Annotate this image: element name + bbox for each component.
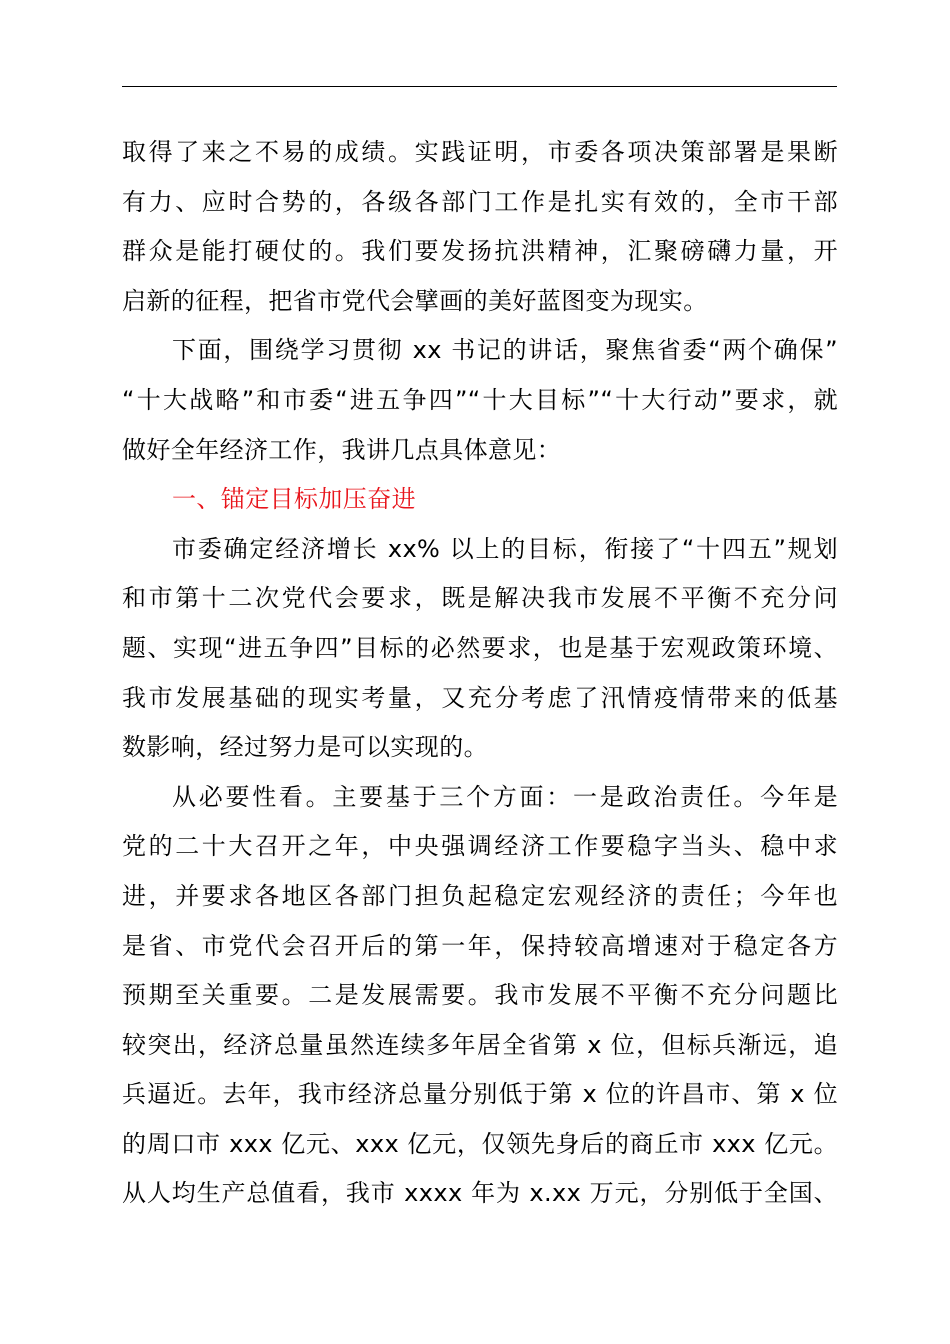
section-heading	[122, 475, 838, 525]
body-paragraph	[122, 773, 838, 1219]
text-line: 较突出，经济总量虽然连续多年居全省第 x 位，但标兵渐远，追	[122, 1030, 838, 1059]
text-line: 我市发展基础的现实考量，又充分考虑了汛情疫情带来的低基	[122, 683, 838, 712]
text-line: 题、实现“进五争四”目标的必然要求，也是基于宏观政策环境、	[122, 633, 838, 662]
text-line: 取得了来之不易的成绩。实践证明，市委各项决策部署是果断	[122, 138, 838, 166]
header-rule	[122, 86, 837, 87]
text-line: 有力、应时合势的，各级各部门工作是扎实有效的，全市干部	[122, 187, 838, 216]
body-paragraph	[122, 128, 838, 326]
document-body	[122, 128, 838, 1219]
text-line: 群众是能打硬仗的。我们要发扬抗洪精神，汇聚磅礴力量，开	[122, 237, 838, 266]
text-line: “十大战略”和市委“进五争四”“十大目标”“十大行动”要求，就	[122, 385, 838, 414]
text-line: 从必要性看。主要基于三个方面：一是政治责任。今年是	[172, 782, 838, 811]
text-line: 进，并要求各地区各部门担负起稳定宏观经济的责任；今年也	[122, 881, 838, 910]
text-line: 做好全年经济工作，我讲几点具体意见：	[122, 435, 562, 464]
heading-text: 一、锚定目标加压奋进	[172, 485, 416, 514]
text-line: 党的二十大召开之年，中央强调经济工作要稳字当头、稳中求	[122, 832, 838, 861]
body-paragraph	[122, 525, 838, 773]
text-line: 下面，围绕学习贯彻 xx 书记的讲话，聚焦省委“两个确保”	[172, 336, 838, 365]
text-line: 预期至关重要。二是发展需要。我市发展不平衡不充分问题比	[122, 981, 838, 1010]
text-line: 启新的征程，把省市党代会擘画的美好蓝图变为现实。	[122, 286, 708, 315]
text-line: 市委确定经济增长 xx% 以上的目标，衔接了“十四五”规划	[172, 534, 838, 563]
text-line: 是省、市党代会召开后的第一年，保持较高增速对于稳定各方	[122, 931, 838, 960]
text-line: 数影响，经过努力是可以实现的。	[122, 733, 488, 762]
text-line: 从人均生产总值看，我市 xxxx 年为 x.xx 万元，分别低于全国、	[122, 1179, 838, 1208]
text-line: 的周口市 xxx 亿元、xxx 亿元，仅领先身后的商丘市 xxx 亿元。	[122, 1129, 838, 1158]
body-paragraph	[122, 326, 838, 475]
text-line: 兵逼近。去年，我市经济总量分别低于第 x 位的许昌市、第 x 位	[122, 1080, 838, 1109]
text-line: 和市第十二次党代会要求，既是解决我市发展不平衡不充分问	[122, 584, 838, 613]
